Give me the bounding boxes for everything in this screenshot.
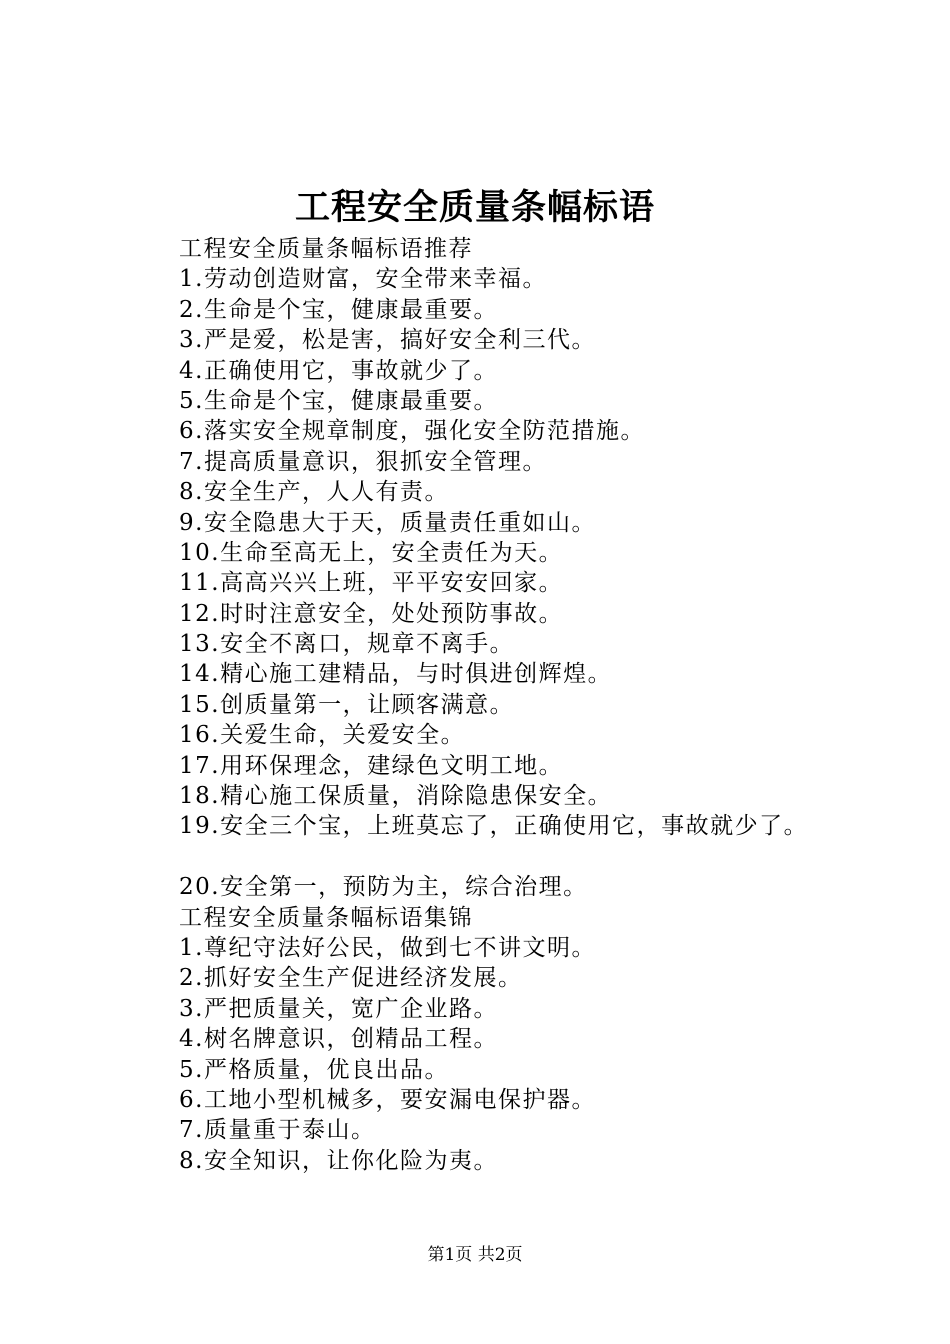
list-item: 16.关爱生命，关爱安全。 (179, 722, 466, 749)
list-item: 4.正确使用它，事故就少了。 (179, 357, 498, 384)
list-item: 11.高高兴兴上班，平平安安回家。 (179, 570, 564, 597)
list-item: 2.生命是个宝，健康最重要。 (179, 296, 498, 323)
page-footer: 第1页 共2页 (427, 1245, 523, 1265)
list-item: 18.精心施工保质量，消除隐患保安全。 (179, 783, 613, 810)
list-item: 12.时时注意安全，处处预防事故。 (179, 600, 564, 627)
list-item: 8.安全生产，人人有责。 (179, 479, 449, 506)
list-item: 2.抓好安全生产促进经济发展。 (179, 965, 523, 992)
list-item: 4.树名牌意识，创精品工程。 (179, 1026, 498, 1053)
list-item: 7.提高质量意识，狠抓安全管理。 (179, 448, 547, 475)
section-heading: 工程安全质量条幅标语推荐 (179, 236, 473, 262)
list-item: 15.创质量第一，让顾客满意。 (179, 691, 515, 718)
list-item: 1.劳动创造财富，安全带来幸福。 (179, 266, 547, 293)
list-item: 20.安全第一，预防为主，综合治理。 (179, 874, 588, 901)
list-item: 6.工地小型机械多，要安漏电保护器。 (179, 1086, 596, 1113)
list-item: 10.生命至高无上，安全责任为天。 (179, 539, 564, 566)
list-item: 1.尊纪守法好公民，做到七不讲文明。 (179, 934, 596, 961)
list-item: 17.用环保理念，建绿色文明工地。 (179, 752, 564, 779)
section-heading: 工程安全质量条幅标语集锦 (179, 904, 473, 931)
list-item: 7.质量重于泰山。 (179, 1117, 376, 1144)
list-item: 6.落实安全规章制度，强化安全防范措施。 (179, 418, 645, 445)
list-item: 19.安全三个宝，上班莫忘了，正确使用它，事故就少了。 (179, 813, 809, 840)
blank-line (179, 842, 919, 872)
list-item: 3.严是爱，松是害，搞好安全利三代。 (179, 327, 596, 354)
list-item: 14.精心施工建精品，与时俱进创辉煌。 (179, 661, 613, 688)
list-item: 8.安全知识，让你化险为夷。 (179, 1147, 498, 1174)
list-item: 5.生命是个宝，健康最重要。 (179, 387, 498, 414)
document-body (179, 234, 919, 1176)
list-item: 5.严格质量，优良出品。 (179, 1056, 449, 1083)
document-title: 工程安全质量条幅标语 (294, 187, 655, 228)
list-item: 13.安全不离口，规章不离手。 (179, 631, 515, 658)
list-item: 9.安全隐患大于天，质量责任重如山。 (179, 509, 596, 536)
list-item: 3.严把质量关，宽广企业路。 (179, 995, 498, 1022)
